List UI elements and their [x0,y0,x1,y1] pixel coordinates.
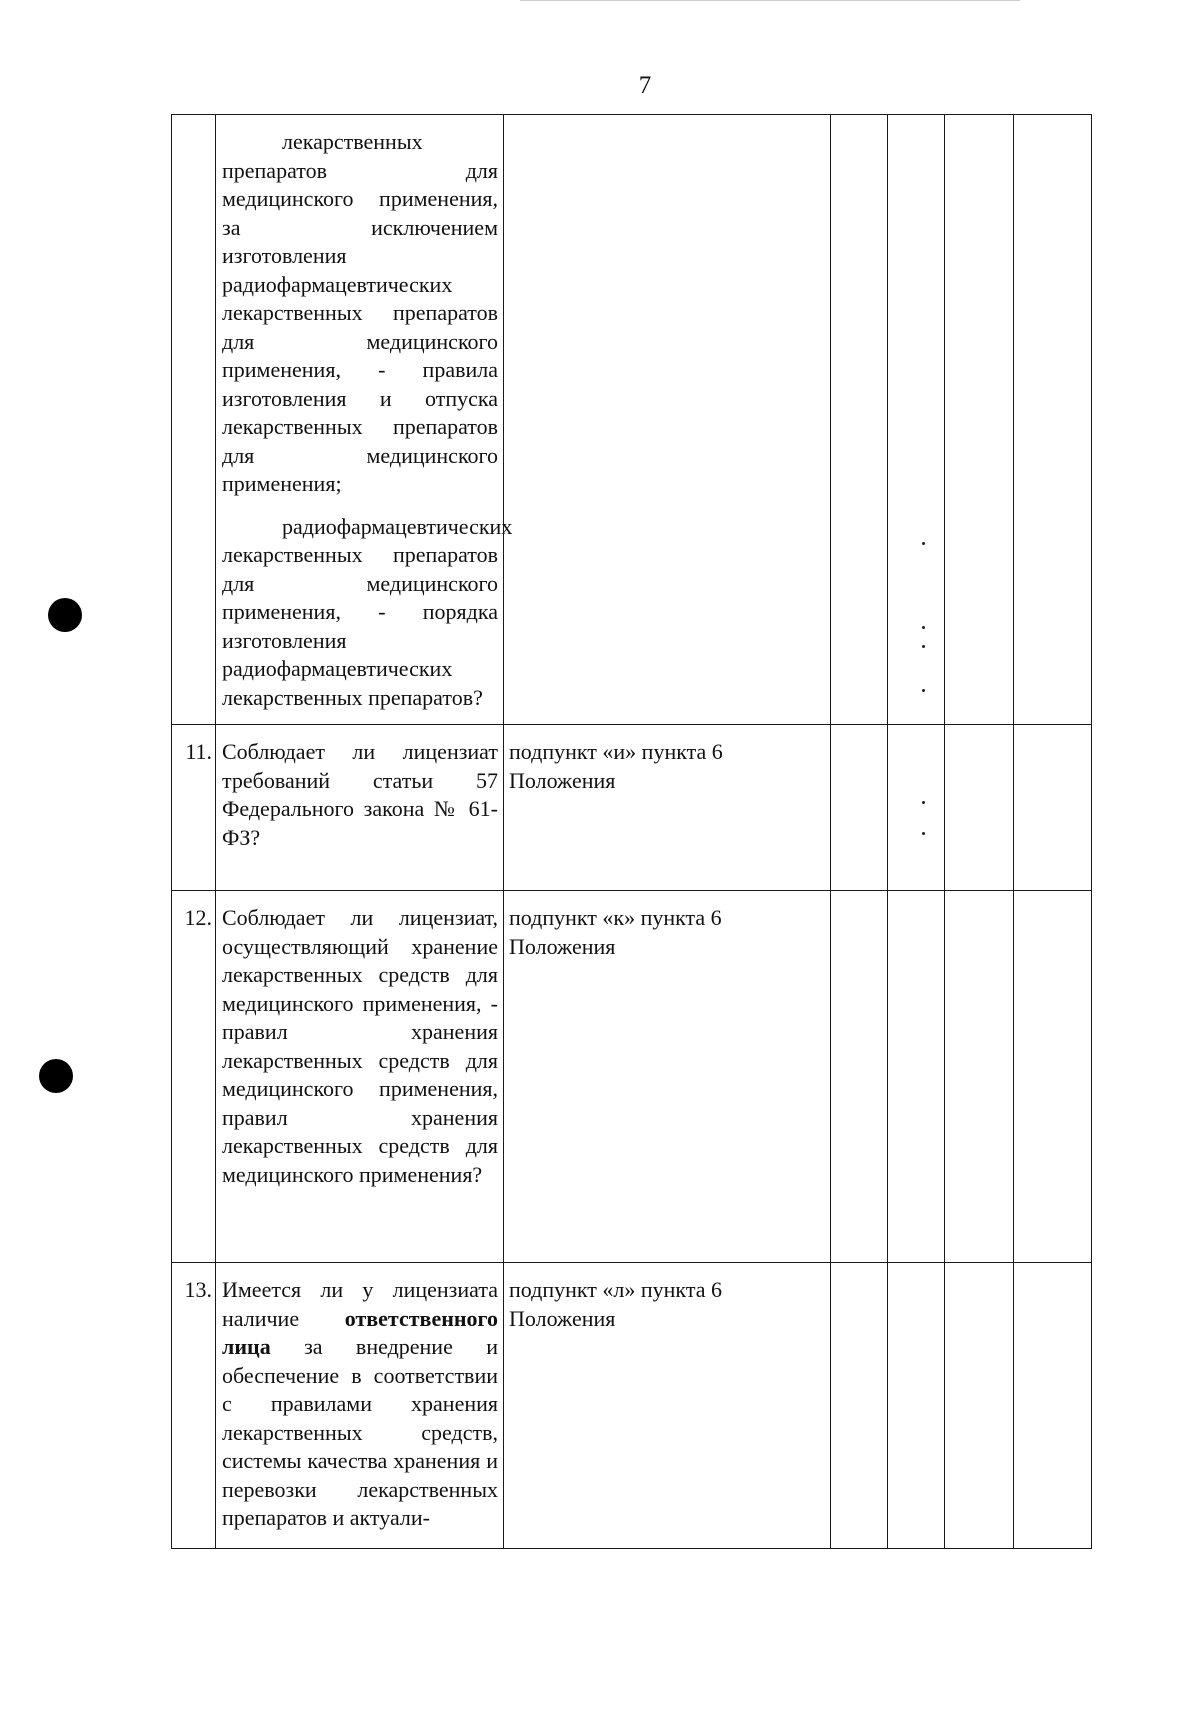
question-paragraph: лекарственных препаратов для медицинского применения, за исключением изготовления радиофармацевтических лекарственных препаратов для медицинского применения, - правила изготовления и отпуска лекарственных препаратов для медицинского применения; [222,129,498,496]
table-row [172,725,1092,891]
answer-cell [888,1263,945,1549]
answer-cell [831,891,888,1263]
answer-cell [1014,891,1092,1263]
question-prefix: Имеется ли у лицензиата наличие [222,1277,498,1331]
question-cell [216,1263,504,1549]
answer-cell [831,1263,888,1549]
answer-cell [1014,1263,1092,1549]
answer-cell [945,1263,1014,1549]
reference-cell: подпункт «и» пункта 6 Положения [504,725,831,891]
reference-cell: подпункт «к» пункта 6 Положения [504,891,831,1263]
reference-cell: подпункт «л» пункта 6 Положения [504,1263,831,1549]
row-number [172,115,216,725]
row-number: 11. [172,725,216,891]
answer-cell [945,115,1014,725]
question-text: Соблюдает ли лицензиат требований статьи 57 Федерального закона № 61-ФЗ? [222,739,498,850]
reference-cell [504,115,831,725]
question-text [222,1276,498,1533]
answer-cell [888,891,945,1263]
scan-top-edge [520,0,1020,1]
table-row [172,891,1092,1263]
answer-cell [888,115,945,725]
row-number: 12. [172,891,216,1263]
question-cell [216,891,504,1263]
checklist-table [171,114,1092,1549]
table-row [172,1263,1092,1549]
answer-cell [831,725,888,891]
punch-hole-lower [39,1059,73,1093]
answer-cell [1014,725,1092,891]
answer-cell [945,891,1014,1263]
question-cell [216,725,504,891]
question-paragraph: радиофармацевтических лекарственных препаратов для медицинского применения, - порядка изготовления радиофармацевтических лекарственных препаратов? [222,513,513,710]
page-number: 7 [638,72,652,99]
question-suffix: за внедрение и обеспечение в соответствии с правилами хранения лекарственных средств, системы качества хранения и перевозки лекарственных препаратов и актуали- [222,1334,498,1530]
answer-cell [831,115,888,725]
answer-cell [945,725,1014,891]
answer-cell [1014,115,1092,725]
table-row [172,115,1092,725]
question-cell [216,115,513,725]
question-text: Соблюдает ли лицензиат, осуществляющий хранение лекарственных средств для медицинского применения, - правил хранения лекарственных средств для медицинского применения, правил хранения лекарственных средств для медицинского применения? [222,905,498,1187]
answer-cell [888,725,945,891]
question-emphasis: ответственного лица [222,1305,498,1359]
row-number: 13. [172,1263,216,1549]
punch-hole-upper [48,598,82,632]
